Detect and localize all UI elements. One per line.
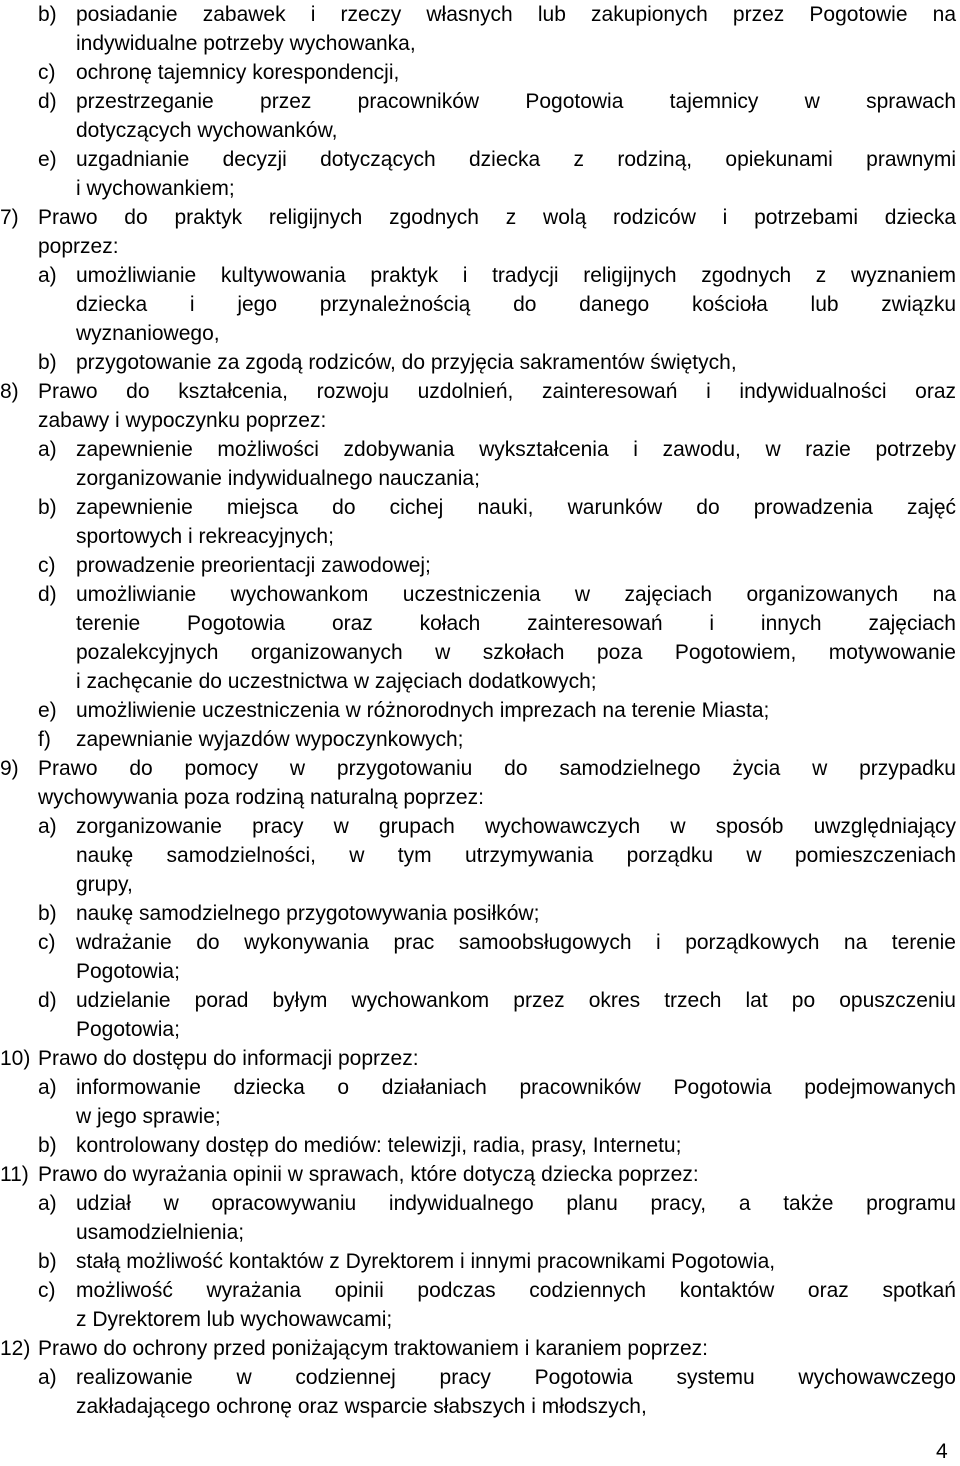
line-text: realizowanie w codziennej pracy Pogotowia systemu wychowawczego xyxy=(76,1366,956,1389)
document-line xyxy=(0,1247,960,1276)
document-line xyxy=(0,986,960,1015)
document-line xyxy=(0,435,960,464)
line-text: terenie Pogotowia oraz kołach zainteresowań i innych zajęciach xyxy=(76,612,956,635)
line-text: Prawo do dostępu do informacji poprzez: xyxy=(38,1047,419,1070)
list-marker: b) xyxy=(38,1250,57,1273)
line-text: grupy, xyxy=(76,873,133,896)
line-text: zapewnienie możliwości zdobywania wykształcenia i zawodu, w razie potrzeby xyxy=(76,438,956,461)
line-text: naukę samodzielności, w tym utrzymywania porządku w pomieszczeniach xyxy=(76,844,956,867)
line-text: umożliwianie wychowankom uczestniczenia w zajęciach organizowanych na xyxy=(76,583,956,606)
document-line xyxy=(0,145,960,174)
document-line xyxy=(0,928,960,957)
document-line xyxy=(0,0,960,29)
line-text: Prawo do praktyk religijnych zgodnych z wolą rodziców i potrzebami dziecka xyxy=(38,206,956,229)
line-text: zakładającego ochronę oraz wsparcie słabszych i młodszych, xyxy=(76,1395,647,1418)
list-marker: e) xyxy=(38,148,57,171)
line-text: Pogotowia; xyxy=(76,960,180,983)
list-marker: d) xyxy=(38,90,57,113)
document-line xyxy=(0,1015,960,1044)
line-text: w jego sprawie; xyxy=(76,1105,221,1128)
line-text: usamodzielnienia; xyxy=(76,1221,245,1244)
document-line xyxy=(0,29,960,58)
list-marker: a) xyxy=(38,1192,57,1215)
document-line xyxy=(0,754,960,783)
list-marker: a) xyxy=(38,1366,57,1389)
line-text: zabawy i wypoczynku poprzez: xyxy=(38,409,327,432)
document-line xyxy=(0,290,960,319)
document-line xyxy=(0,319,960,348)
document-line xyxy=(0,174,960,203)
line-text: Prawo do kształcenia, rozwoju uzdolnień, zainteresowań i indywidualności oraz xyxy=(38,380,956,403)
list-marker: 11) xyxy=(0,1163,29,1186)
line-text: wyznaniowego, xyxy=(76,322,220,345)
document-line xyxy=(0,1305,960,1334)
line-text: kontrolowany dostęp do mediów: telewizji, radia, prasy, Internetu; xyxy=(76,1134,682,1157)
document-line xyxy=(0,609,960,638)
line-text: zorganizowanie indywidualnego nauczania; xyxy=(76,467,480,490)
list-marker: b) xyxy=(38,1134,57,1157)
line-text: przygotowanie za zgodą rodziców, do przyjęcia sakramentów świętych, xyxy=(76,351,737,374)
document-line xyxy=(0,783,960,812)
line-text: sportowych i rekreacyjnych; xyxy=(76,525,334,548)
line-text: zapewnianie wyjazdów wypoczynkowych; xyxy=(76,728,464,751)
document-line xyxy=(0,1189,960,1218)
list-marker: d) xyxy=(38,583,57,606)
list-marker: d) xyxy=(38,989,57,1012)
document-line xyxy=(0,261,960,290)
document-line xyxy=(0,87,960,116)
document-line xyxy=(0,1218,960,1247)
line-text: udział w opracowywaniu indywidualnego planu pracy, a także programu xyxy=(76,1192,956,1215)
list-marker: c) xyxy=(38,1279,56,1302)
document-line xyxy=(0,551,960,580)
document-line xyxy=(0,1102,960,1131)
line-text: poprzez: xyxy=(38,235,119,258)
document-line xyxy=(0,580,960,609)
list-marker: f) xyxy=(38,728,51,751)
page-number: 4 xyxy=(936,1440,948,1463)
list-marker: c) xyxy=(38,61,56,84)
line-text: uzgadnianie decyzji dotyczących dziecka z rodziną, opiekunami prawnymi xyxy=(76,148,956,171)
line-text: zorganizowanie pracy w grupach wychowawczych w sposób uwzględniający xyxy=(76,815,956,838)
line-text: i wychowankiem; xyxy=(76,177,235,200)
document-line xyxy=(0,58,960,87)
line-text: z Dyrektorem lub wychowawcami; xyxy=(76,1308,393,1331)
document-line xyxy=(0,232,960,261)
document-line xyxy=(0,667,960,696)
document-line xyxy=(0,841,960,870)
list-marker: 7) xyxy=(0,206,19,229)
list-marker: a) xyxy=(38,815,57,838)
line-text: Prawo do pomocy w przygotowaniu do samodzielnego życia w przypadku xyxy=(38,757,956,780)
document-line xyxy=(0,522,960,551)
document-line xyxy=(0,1073,960,1102)
list-marker: a) xyxy=(38,1076,57,1099)
line-text: naukę samodzielnego przygotowywania posiłków; xyxy=(76,902,540,925)
line-text: możliwość wyrażania opinii podczas codziennych kontaktów oraz spotkań xyxy=(76,1279,956,1302)
document-line xyxy=(0,899,960,928)
line-text: prowadzenie preorientacji zawodowej; xyxy=(76,554,431,577)
line-text: dotyczących wychowanków, xyxy=(76,119,338,142)
line-text: przestrzeganie przez pracowników Pogotowia tajemnicy w sprawach xyxy=(76,90,956,113)
document-line xyxy=(0,1160,960,1189)
line-text: Prawo do ochrony przed poniżającym traktowaniem i karaniem poprzez: xyxy=(38,1337,708,1360)
line-text: wychowywania poza rodziną naturalną poprzez: xyxy=(38,786,484,809)
document-line xyxy=(0,406,960,435)
document-line xyxy=(0,493,960,522)
document-line xyxy=(0,957,960,986)
list-marker: a) xyxy=(38,264,57,287)
document-line xyxy=(0,1044,960,1073)
document-line xyxy=(0,725,960,754)
document-line xyxy=(0,116,960,145)
list-marker: c) xyxy=(38,554,56,577)
line-text: informowanie dziecka o działaniach pracowników Pogotowia podejmowanych xyxy=(76,1076,956,1099)
list-marker: b) xyxy=(38,902,57,925)
list-marker: e) xyxy=(38,699,57,722)
document-line xyxy=(0,870,960,899)
list-marker: 8) xyxy=(0,380,19,403)
line-text: wdrażanie do wykonywania prac samoobsługowych i porządkowych na terenie xyxy=(76,931,956,954)
document-line xyxy=(0,464,960,493)
line-text: dziecka i jego przynależnością do danego kościoła lub związku xyxy=(76,293,956,316)
list-marker: 12) xyxy=(0,1337,31,1360)
line-text: pozalekcyjnych organizowanych w szkołach poza Pogotowiem, motywowanie xyxy=(76,641,956,664)
document-line xyxy=(0,696,960,725)
document-line xyxy=(0,1392,960,1421)
document-line xyxy=(0,203,960,232)
line-text: udzielanie porad byłym wychowankom przez okres trzech lat po opuszczeniu xyxy=(76,989,956,1012)
line-text: Prawo do wyrażania opinii w sprawach, które dotyczą dziecka poprzez: xyxy=(38,1163,699,1186)
line-text: i zachęcanie do uczestnictwa w zajęciach dodatkowych; xyxy=(76,670,597,693)
document-line xyxy=(0,1276,960,1305)
list-marker: b) xyxy=(38,3,57,26)
document-line xyxy=(0,377,960,406)
line-text: ochronę tajemnicy korespondencji, xyxy=(76,61,400,84)
line-text: stałą możliwość kontaktów z Dyrektorem i innymi pracownikami Pogotowia, xyxy=(76,1250,776,1273)
list-marker: b) xyxy=(38,351,57,374)
document-line xyxy=(0,638,960,667)
document-line xyxy=(0,812,960,841)
list-marker: a) xyxy=(38,438,57,461)
document-line xyxy=(0,1363,960,1392)
list-marker: b) xyxy=(38,496,57,519)
list-marker: 10) xyxy=(0,1047,31,1070)
line-text: umożliwienie uczestniczenia w różnorodnych imprezach na terenie Miasta; xyxy=(76,699,770,722)
line-text: posiadanie zabawek i rzeczy własnych lub zakupionych przez Pogotowie na xyxy=(76,3,956,26)
line-text: umożliwianie kultywowania praktyk i tradycji religijnych zgodnych z wyznaniem xyxy=(76,264,956,287)
line-text: zapewnienie miejsca do cichej nauki, warunków do prowadzenia zajęć xyxy=(76,496,956,519)
document-line xyxy=(0,348,960,377)
document-line xyxy=(0,1131,960,1160)
line-text: Pogotowia; xyxy=(76,1018,180,1041)
line-text: indywidualne potrzeby wychowanka, xyxy=(76,32,416,55)
list-marker: 9) xyxy=(0,757,19,780)
list-marker: c) xyxy=(38,931,56,954)
document-line xyxy=(0,1334,960,1363)
